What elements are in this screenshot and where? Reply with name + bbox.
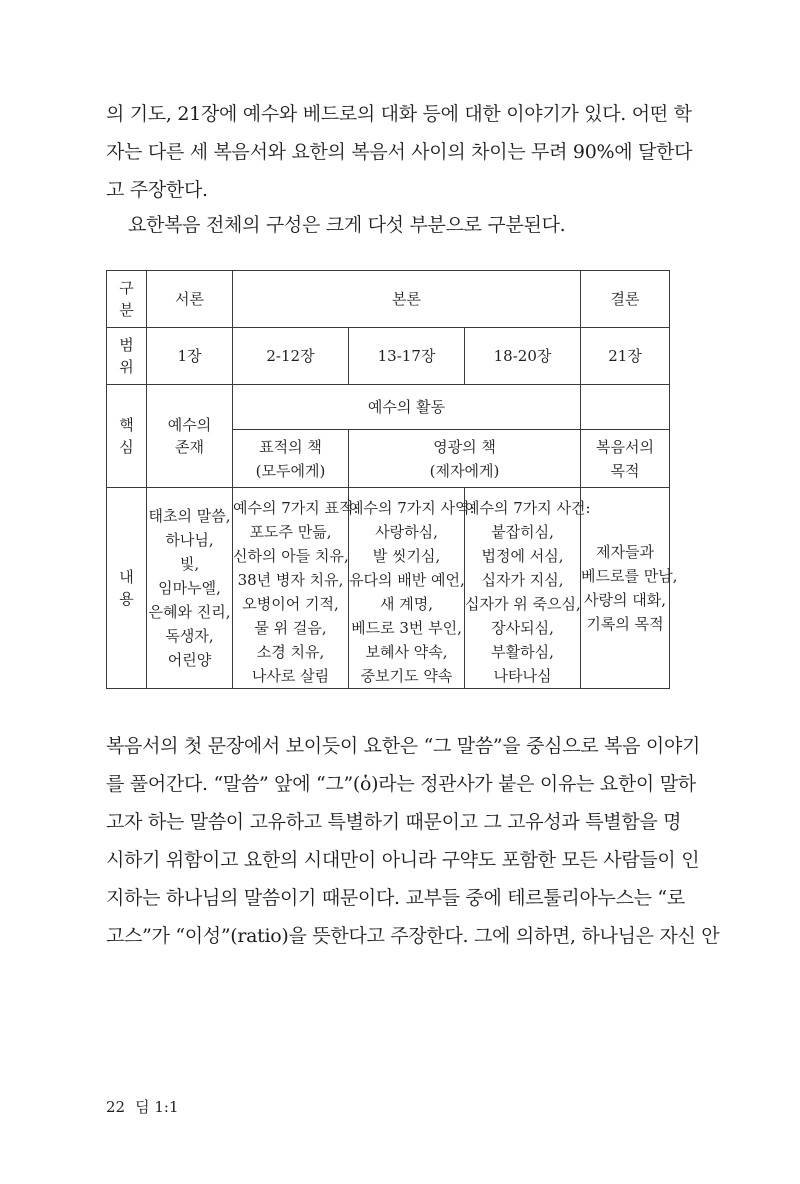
content-intro: 태초의 말씀, 하나님, 빛, 임마누엘, 은혜와 진리, 독생자, 어린양 — [147, 488, 233, 689]
core-signs-book: 표적의 책 (모두에게) — [233, 430, 349, 488]
text-line: 복음서의 첫 문장에서 보이듯이 요한은 “그 말씀”을 중심으로 복음 이야기 — [106, 735, 701, 757]
core-glory-book: 영광의 책 (제자에게) — [349, 430, 581, 488]
gospel-structure-table — [106, 270, 678, 689]
core-label: 핵심 — [107, 385, 147, 488]
content-events: 예수의 7가지 사건: 붙잡히심, 법정에 서심, 십자가 지심, 십자가 위 죽으심, 장사되심, 부활하심, 나타나심 — [465, 488, 581, 689]
text-line: 시하기 위함이고 요한의 시대만이 아니라 구약도 포함한 모든 사람들이 인 — [106, 849, 700, 871]
range-cell: 18-20장 — [465, 328, 581, 385]
header-seoron: 서론 — [147, 271, 233, 328]
header-gubun: 구분 — [107, 271, 147, 328]
page-footer — [106, 1096, 189, 1117]
text-line: 고스”가 “이성”(ratio)을 뜻한다고 주장한다. 그에 의하면, 하나님은 자신 안 — [106, 925, 720, 947]
core-activity: 예수의 활동 — [233, 385, 581, 430]
paragraph-intro: 요한복음 전체의 구성은 크게 다섯 부분으로 구분된다. — [128, 214, 566, 236]
book-title: 딤 1:1 — [135, 1098, 179, 1116]
core-conclusion: 복음서의 목적 — [581, 430, 670, 488]
page-number: 22 — [106, 1098, 126, 1116]
table-row — [107, 385, 670, 430]
core-intro: 예수의 존재 — [147, 385, 233, 488]
range-cell: 21장 — [581, 328, 670, 385]
paragraph-top — [106, 95, 693, 209]
paragraph-bottom — [106, 727, 720, 955]
table-row — [107, 488, 670, 689]
header-gyeolron: 결론 — [581, 271, 670, 328]
text-line: 를 풀어간다. “말씀” 앞에 “그”(ὁ)라는 정관사가 붙은 이유는 요한이 말하 — [106, 773, 696, 795]
range-cell: 13-17장 — [349, 328, 465, 385]
range-cell: 1장 — [147, 328, 233, 385]
range-label: 범위 — [107, 328, 147, 385]
header-bonron: 본론 — [233, 271, 581, 328]
content-signs: 예수의 7가지 표적: 포도주 만듦, 신하의 아들 치유, 38년 병자 치유, 오병이어 기적, 물 위 걸음, 소경 치유, 나사로 살림 — [233, 488, 349, 689]
content-conclusion: 제자들과 베드로를 만남, 사랑의 대화, 기록의 목적 — [581, 488, 670, 689]
table-row — [107, 271, 670, 328]
range-cell: 2-12장 — [233, 328, 349, 385]
table-row — [107, 328, 670, 385]
text-line: 고 주장한다. — [106, 179, 208, 201]
text-line: 지하는 하나님의 말씀이기 때문이다. 교부들 중에 테르툴리아누스는 “로 — [106, 887, 685, 909]
text-line: 자는 다른 세 복음서와 요한의 복음서 사이의 차이는 무려 90%에 달한다 — [106, 141, 693, 163]
content-ministry: 예수의 7가지 사역: 사랑하심, 발 씻기심, 유다의 배반 예언, 새 계명, 베드로 3번 부인, 보혜사 약속, 중보기도 약속 — [349, 488, 465, 689]
text-line: 고자 하는 말씀이 고유하고 특별하기 때문이고 그 고유성과 특별함을 명 — [106, 811, 682, 833]
text-line: 의 기도, 21장에 예수와 베드로의 대화 등에 대한 이야기가 있다. 어떤 학 — [106, 103, 692, 125]
core-empty — [581, 385, 670, 430]
content-label: 내용 — [107, 488, 147, 689]
